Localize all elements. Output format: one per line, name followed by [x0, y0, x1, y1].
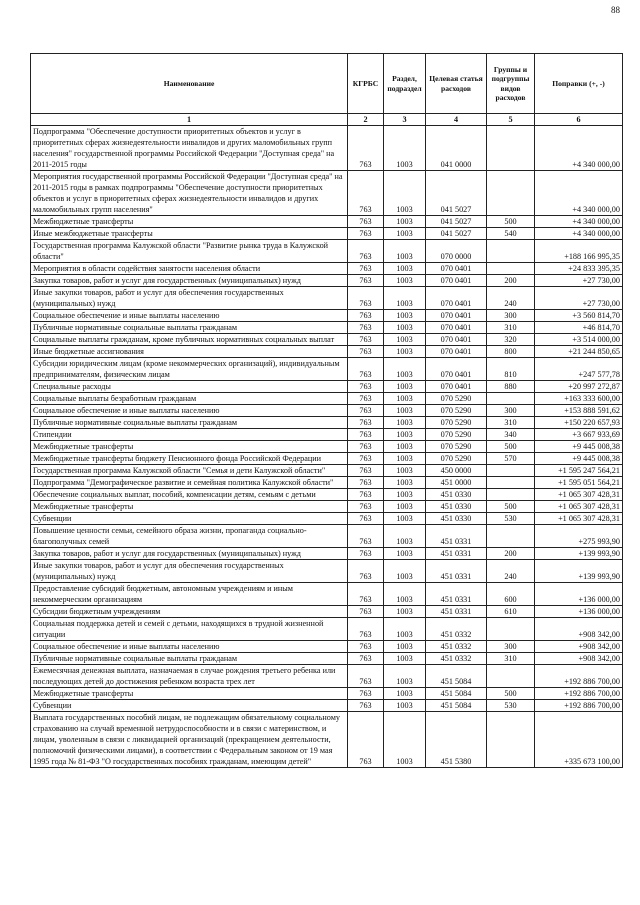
- row-kgrbs: 763: [348, 263, 384, 275]
- row-name: Межбюджетные трансферты бюджету Пенсионного фонда Российской Федерации: [31, 453, 348, 465]
- table-row: [31, 346, 623, 358]
- row-group: 530: [487, 513, 535, 525]
- row-name: Подпрограмма "Демографическое развитие и семейная политика Калужской области": [31, 477, 348, 489]
- table-row: [31, 453, 623, 465]
- row-amount: +1 065 307 428,31: [535, 501, 623, 513]
- row-kgrbs: 763: [348, 453, 384, 465]
- row-kgrbs: 763: [348, 216, 384, 228]
- row-kgrbs: 763: [348, 525, 384, 548]
- row-article: 070 0401: [426, 358, 487, 381]
- table-row: [31, 228, 623, 240]
- row-section: 1003: [384, 583, 426, 606]
- row-kgrbs: 763: [348, 653, 384, 665]
- row-section: 1003: [384, 465, 426, 477]
- row-amount: +908 342,00: [535, 641, 623, 653]
- row-name: Подпрограмма "Обеспечение доступности приоритетных объектов и услуг в приоритетных сферах жизнедеятельности инвалидов и других маломобильных групп населения" государственной программы Российской Федерации "Доступная среда" на 2011-2015 годы: [31, 126, 348, 171]
- row-amount: +4 340 000,00: [535, 126, 623, 171]
- row-amount: +908 342,00: [535, 618, 623, 641]
- row-section: 1003: [384, 513, 426, 525]
- row-name: Социальная поддержка детей и семей с детьми, находящихся в трудной жизненной ситуации: [31, 618, 348, 641]
- row-name: Субвенции: [31, 513, 348, 525]
- row-article: 070 5290: [426, 417, 487, 429]
- row-group: [487, 525, 535, 548]
- row-group: [487, 240, 535, 263]
- table-row: [31, 417, 623, 429]
- row-kgrbs: 763: [348, 275, 384, 287]
- row-amount: +335 673 100,00: [535, 712, 623, 768]
- row-group: [487, 477, 535, 489]
- row-group: 540: [487, 228, 535, 240]
- row-group: 310: [487, 322, 535, 334]
- row-group: 600: [487, 583, 535, 606]
- row-group: [487, 665, 535, 688]
- row-kgrbs: 763: [348, 441, 384, 453]
- row-section: 1003: [384, 275, 426, 287]
- row-amount: +9 445 008,38: [535, 453, 623, 465]
- column-number-row: [31, 114, 623, 126]
- row-article: 041 0000: [426, 126, 487, 171]
- table-row: [31, 665, 623, 688]
- row-name: Субвенции: [31, 700, 348, 712]
- row-name: Стипендии: [31, 429, 348, 441]
- row-section: 1003: [384, 653, 426, 665]
- table-row: [31, 688, 623, 700]
- table-row: [31, 560, 623, 583]
- row-kgrbs: 763: [348, 700, 384, 712]
- row-article: 451 0331: [426, 525, 487, 548]
- row-name: Субсидии юридическим лицам (кроме некоммерческих организаций), индивидуальным предпринимателям, физическим лицам: [31, 358, 348, 381]
- row-kgrbs: 763: [348, 346, 384, 358]
- table-row: [31, 263, 623, 275]
- row-section: 1003: [384, 688, 426, 700]
- row-article: 451 0331: [426, 560, 487, 583]
- row-name: Межбюджетные трансферты: [31, 501, 348, 513]
- row-name: Ежемесячная денежная выплата, назначаемая в случае рождения третьего ребенка или последующих детей до достижения ребенком возраста трех лет: [31, 665, 348, 688]
- row-name: Публичные нормативные социальные выплаты гражданам: [31, 417, 348, 429]
- budget-amendments-table: [30, 53, 623, 768]
- row-article: 070 5290: [426, 441, 487, 453]
- row-article: 451 0000: [426, 477, 487, 489]
- row-group: 530: [487, 700, 535, 712]
- row-kgrbs: 763: [348, 287, 384, 310]
- row-group: [487, 465, 535, 477]
- row-group: [487, 126, 535, 171]
- row-group: 800: [487, 346, 535, 358]
- table-row: [31, 322, 623, 334]
- row-section: 1003: [384, 216, 426, 228]
- row-name: Межбюджетные трансферты: [31, 688, 348, 700]
- row-kgrbs: 763: [348, 334, 384, 346]
- row-kgrbs: 763: [348, 240, 384, 263]
- row-group: 320: [487, 334, 535, 346]
- row-name: Социальные выплаты гражданам, кроме публичных нормативных социальных выплат: [31, 334, 348, 346]
- table-row: [31, 334, 623, 346]
- row-group: 500: [487, 216, 535, 228]
- row-group: [487, 171, 535, 216]
- row-group: 300: [487, 405, 535, 417]
- table-row: [31, 513, 623, 525]
- row-section: 1003: [384, 358, 426, 381]
- row-kgrbs: 763: [348, 560, 384, 583]
- table-row: [31, 441, 623, 453]
- row-name: Мероприятия государственной программы Российской Федерации "Доступная среда" на 2011-2015 годы в рамках подпрограммы "Обеспечение доступности приоритетных объектов и услуг в приоритетных сферах жизнедеятельности инвалидов и других маломобильных групп населения": [31, 171, 348, 216]
- row-section: 1003: [384, 665, 426, 688]
- table-row: [31, 501, 623, 513]
- row-name: Социальное обеспечение и иные выплаты населению: [31, 405, 348, 417]
- row-group: 300: [487, 310, 535, 322]
- row-section: 1003: [384, 700, 426, 712]
- row-kgrbs: 763: [348, 322, 384, 334]
- table-row: [31, 405, 623, 417]
- table-row: [31, 429, 623, 441]
- row-article: 070 0401: [426, 287, 487, 310]
- row-kgrbs: 763: [348, 393, 384, 405]
- row-section: 1003: [384, 548, 426, 560]
- row-section: 1003: [384, 453, 426, 465]
- row-amount: +4 340 000,00: [535, 228, 623, 240]
- row-name: Иные закупки товаров, работ и услуг для обеспечения государственных (муниципальных) нужд: [31, 287, 348, 310]
- row-group: 340: [487, 429, 535, 441]
- row-section: 1003: [384, 228, 426, 240]
- row-article: 041 5027: [426, 171, 487, 216]
- table-row: [31, 712, 623, 768]
- row-article: 070 5290: [426, 429, 487, 441]
- row-article: 070 0401: [426, 334, 487, 346]
- row-name: Государственная программа Калужской области "Развитие рынка труда в Калужской области": [31, 240, 348, 263]
- table-row: [31, 310, 623, 322]
- row-article: 070 0401: [426, 263, 487, 275]
- row-name: Предоставление субсидий бюджетным, автономным учреждениям и иным некоммерческим организациям: [31, 583, 348, 606]
- table-row: [31, 489, 623, 501]
- row-amount: +192 886 700,00: [535, 688, 623, 700]
- table-row: [31, 525, 623, 548]
- row-group: 500: [487, 501, 535, 513]
- table-row: [31, 700, 623, 712]
- row-kgrbs: 763: [348, 171, 384, 216]
- row-amount: +4 340 000,00: [535, 171, 623, 216]
- header-amendments: Поправки (+, -): [535, 54, 623, 114]
- table-row: [31, 618, 623, 641]
- row-amount: +136 000,00: [535, 583, 623, 606]
- row-kgrbs: 763: [348, 665, 384, 688]
- row-section: 1003: [384, 641, 426, 653]
- row-section: 1003: [384, 287, 426, 310]
- row-article: 041 5027: [426, 216, 487, 228]
- row-group: 570: [487, 453, 535, 465]
- row-group: 200: [487, 548, 535, 560]
- header-group: Группы и подгруппы видов расходов: [487, 54, 535, 114]
- row-amount: +247 577,78: [535, 358, 623, 381]
- row-name: Социальное обеспечение и иные выплаты населению: [31, 641, 348, 653]
- row-kgrbs: 763: [348, 477, 384, 489]
- row-group: 310: [487, 653, 535, 665]
- row-group: 500: [487, 688, 535, 700]
- row-section: 1003: [384, 712, 426, 768]
- row-amount: +139 993,90: [535, 548, 623, 560]
- table-row: [31, 641, 623, 653]
- row-section: 1003: [384, 346, 426, 358]
- row-article: 451 5084: [426, 700, 487, 712]
- row-amount: +908 342,00: [535, 653, 623, 665]
- row-name: Специальные расходы: [31, 381, 348, 393]
- row-section: 1003: [384, 606, 426, 618]
- row-amount: +24 833 395,35: [535, 263, 623, 275]
- table-row: [31, 583, 623, 606]
- row-name: Иные бюджетные ассигнования: [31, 346, 348, 358]
- row-group: 240: [487, 560, 535, 583]
- row-section: 1003: [384, 381, 426, 393]
- row-kgrbs: 763: [348, 513, 384, 525]
- row-group: [487, 712, 535, 768]
- row-name: Закупка товаров, работ и услуг для государственных (муниципальных) нужд: [31, 275, 348, 287]
- row-group: 200: [487, 275, 535, 287]
- row-amount: +192 886 700,00: [535, 665, 623, 688]
- row-amount: +188 166 995,35: [535, 240, 623, 263]
- row-group: [487, 618, 535, 641]
- row-section: 1003: [384, 417, 426, 429]
- row-article: 451 5084: [426, 665, 487, 688]
- row-name: Государственная программа Калужской области "Семья и дети Калужской области": [31, 465, 348, 477]
- row-name: Межбюджетные трансферты: [31, 441, 348, 453]
- row-amount: +4 340 000,00: [535, 216, 623, 228]
- page-number: 88: [611, 5, 620, 15]
- row-name: Публичные нормативные социальные выплаты гражданам: [31, 653, 348, 665]
- header-article: Целевая статья расходов: [426, 54, 487, 114]
- row-article: 451 0331: [426, 548, 487, 560]
- row-article: 070 0401: [426, 381, 487, 393]
- row-section: 1003: [384, 429, 426, 441]
- row-kgrbs: 763: [348, 228, 384, 240]
- row-kgrbs: 763: [348, 489, 384, 501]
- row-name: Повышение ценности семьи, семейного образа жизни, пропаганда социально-благополучных семей: [31, 525, 348, 548]
- table-body: [31, 126, 623, 768]
- row-article: 070 5290: [426, 405, 487, 417]
- row-kgrbs: 763: [348, 606, 384, 618]
- table-row: [31, 393, 623, 405]
- row-amount: +3 514 000,00: [535, 334, 623, 346]
- row-section: 1003: [384, 489, 426, 501]
- row-amount: +1 065 307 428,31: [535, 489, 623, 501]
- column-number: 3: [384, 114, 426, 126]
- row-kgrbs: 763: [348, 641, 384, 653]
- row-kgrbs: 763: [348, 310, 384, 322]
- row-section: 1003: [384, 393, 426, 405]
- row-article: 451 0331: [426, 583, 487, 606]
- row-group: 500: [487, 441, 535, 453]
- header-row: [31, 54, 623, 114]
- row-kgrbs: 763: [348, 381, 384, 393]
- header-section: Раздел, подраздел: [384, 54, 426, 114]
- row-kgrbs: 763: [348, 417, 384, 429]
- row-group: 810: [487, 358, 535, 381]
- row-article: 451 0330: [426, 489, 487, 501]
- column-number: 1: [31, 114, 348, 126]
- row-amount: +136 000,00: [535, 606, 623, 618]
- row-name: Иные межбюджетные трансферты: [31, 228, 348, 240]
- row-kgrbs: 763: [348, 126, 384, 171]
- column-number: 5: [487, 114, 535, 126]
- row-kgrbs: 763: [348, 501, 384, 513]
- row-section: 1003: [384, 405, 426, 417]
- column-number: 2: [348, 114, 384, 126]
- row-kgrbs: 763: [348, 618, 384, 641]
- row-group: 300: [487, 641, 535, 653]
- row-article: 450 0000: [426, 465, 487, 477]
- row-amount: +192 886 700,00: [535, 700, 623, 712]
- row-section: 1003: [384, 310, 426, 322]
- column-number: 6: [535, 114, 623, 126]
- row-article: 070 0401: [426, 275, 487, 287]
- row-section: 1003: [384, 525, 426, 548]
- row-kgrbs: 763: [348, 358, 384, 381]
- row-amount: +20 997 272,87: [535, 381, 623, 393]
- row-amount: +1 065 307 428,31: [535, 513, 623, 525]
- row-kgrbs: 763: [348, 465, 384, 477]
- row-section: 1003: [384, 171, 426, 216]
- row-amount: +275 993,90: [535, 525, 623, 548]
- row-article: 451 0332: [426, 641, 487, 653]
- row-group: [487, 263, 535, 275]
- row-article: 451 0332: [426, 653, 487, 665]
- row-amount: +153 888 591,62: [535, 405, 623, 417]
- table-row: [31, 126, 623, 171]
- row-article: 041 5027: [426, 228, 487, 240]
- row-section: 1003: [384, 477, 426, 489]
- row-name: Социальные выплаты безработным гражданам: [31, 393, 348, 405]
- row-section: 1003: [384, 560, 426, 583]
- row-amount: +3 667 933,69: [535, 429, 623, 441]
- row-section: 1003: [384, 334, 426, 346]
- row-amount: +139 993,90: [535, 560, 623, 583]
- row-kgrbs: 763: [348, 712, 384, 768]
- table-row: [31, 548, 623, 560]
- table-row: [31, 606, 623, 618]
- row-amount: +27 730,00: [535, 287, 623, 310]
- row-kgrbs: 763: [348, 583, 384, 606]
- row-article: 070 5290: [426, 393, 487, 405]
- row-section: 1003: [384, 618, 426, 641]
- row-name: Публичные нормативные социальные выплаты гражданам: [31, 322, 348, 334]
- row-name: Закупка товаров, работ и услуг для государственных (муниципальных) нужд: [31, 548, 348, 560]
- row-group: 610: [487, 606, 535, 618]
- row-kgrbs: 763: [348, 405, 384, 417]
- row-kgrbs: 763: [348, 548, 384, 560]
- row-amount: +1 595 247 564,21: [535, 465, 623, 477]
- row-amount: +21 244 850,65: [535, 346, 623, 358]
- header-kgrbs: КГРБС: [348, 54, 384, 114]
- row-group: 240: [487, 287, 535, 310]
- row-group: [487, 489, 535, 501]
- row-amount: +46 814,70: [535, 322, 623, 334]
- table-row: [31, 358, 623, 381]
- row-article: 070 0401: [426, 346, 487, 358]
- table-row: [31, 240, 623, 263]
- row-article: 070 0000: [426, 240, 487, 263]
- row-kgrbs: 763: [348, 688, 384, 700]
- row-name: Мероприятия в области содействия занятости населения области: [31, 263, 348, 275]
- table-row: [31, 287, 623, 310]
- table-row: [31, 477, 623, 489]
- row-section: 1003: [384, 322, 426, 334]
- row-group: [487, 393, 535, 405]
- row-article: 451 0330: [426, 501, 487, 513]
- row-article: 451 0331: [426, 606, 487, 618]
- row-amount: +27 730,00: [535, 275, 623, 287]
- row-section: 1003: [384, 240, 426, 263]
- header-name: Наименование: [31, 54, 348, 114]
- row-group: 880: [487, 381, 535, 393]
- row-name: Иные закупки товаров, работ и услуг для обеспечения государственных (муниципальных) нужд: [31, 560, 348, 583]
- table-row: [31, 216, 623, 228]
- row-name: Субсидии бюджетным учреждениям: [31, 606, 348, 618]
- row-name: Социальное обеспечение и иные выплаты населению: [31, 310, 348, 322]
- table-row: [31, 275, 623, 287]
- row-amount: +3 560 814,70: [535, 310, 623, 322]
- column-number: 4: [426, 114, 487, 126]
- row-article: 070 0401: [426, 310, 487, 322]
- row-article: 451 5380: [426, 712, 487, 768]
- table-row: [31, 171, 623, 216]
- row-section: 1003: [384, 126, 426, 171]
- row-amount: +9 445 008,38: [535, 441, 623, 453]
- row-section: 1003: [384, 441, 426, 453]
- row-name: Межбюджетные трансферты: [31, 216, 348, 228]
- row-amount: +150 220 657,93: [535, 417, 623, 429]
- row-amount: +1 595 051 564,21: [535, 477, 623, 489]
- row-article: 451 0332: [426, 618, 487, 641]
- row-kgrbs: 763: [348, 429, 384, 441]
- row-article: 451 5084: [426, 688, 487, 700]
- row-name: Выплата государственных пособий лицам, не подлежащим обязательному социальному страхованию на случай временной нетрудоспособности и в связи с материнством, и лицам, уволенным в связи с ликвидацией организаций (прекращением деятельности, полномочий физическими лицами), в соответствии с Федеральным законом от 19 мая 1995 года № 81-ФЗ "О государственных пособиях гражданам, имеющим детей": [31, 712, 348, 768]
- row-article: 070 0401: [426, 322, 487, 334]
- row-group: 310: [487, 417, 535, 429]
- row-amount: +163 333 600,00: [535, 393, 623, 405]
- row-section: 1003: [384, 263, 426, 275]
- row-article: 070 5290: [426, 453, 487, 465]
- table-row: [31, 465, 623, 477]
- row-article: 451 0330: [426, 513, 487, 525]
- table-row: [31, 381, 623, 393]
- table-row: [31, 653, 623, 665]
- row-name: Обеспечение социальных выплат, пособий, компенсации детям, семьям с детьми: [31, 489, 348, 501]
- row-section: 1003: [384, 501, 426, 513]
